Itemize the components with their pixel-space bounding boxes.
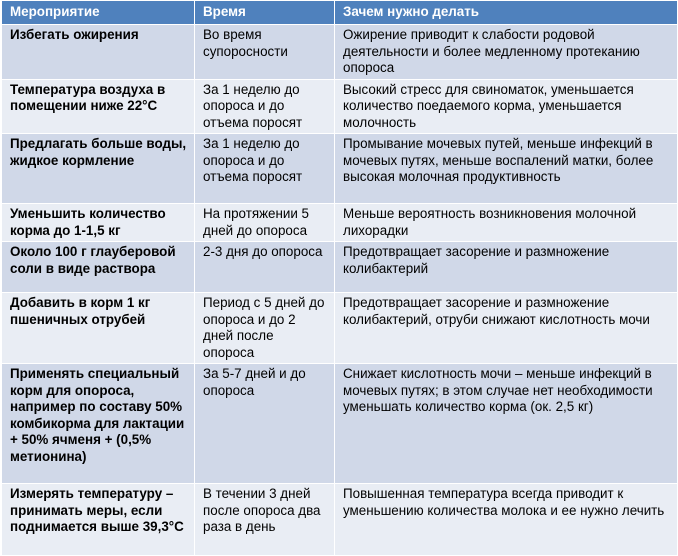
- table-row: [2, 79, 678, 134]
- header-reason: Зачем нужно делать: [335, 1, 678, 25]
- table-row: [2, 364, 678, 484]
- time-cell: Во время супоросности: [195, 25, 335, 80]
- measure-cell: Измерять температуру – принимать меры, если поднимается выше 39,3°С: [2, 484, 195, 556]
- reason-cell: Меньше вероятность возникновения молочной лихорадки: [335, 204, 678, 242]
- reason-cell: Повышенная температура всегда приводит к уменьшению количества молока и ее нужно лечить: [335, 484, 678, 556]
- reason-cell: Предотвращает засорение и размножение колибактерий: [335, 242, 678, 293]
- header-time: Время: [195, 1, 335, 25]
- measure-cell: Избегать ожирения: [2, 25, 195, 80]
- measure-cell: Температура воздуха в помещении ниже 22°С: [2, 79, 195, 134]
- measure-cell: Добавить в корм 1 кг пшеничных отрубей: [2, 293, 195, 364]
- time-cell: За 1 неделю до опороса и до отъема поросят: [195, 79, 335, 134]
- time-cell: В течении 3 дней после опороса два раза в день: [195, 484, 335, 556]
- measure-cell: Уменьшить количество корма до 1-1,5 кг: [2, 204, 195, 242]
- farrowing-measures-table: [1, 0, 678, 556]
- header-row: [2, 1, 678, 25]
- table-row: [2, 242, 678, 293]
- table-row: [2, 293, 678, 364]
- table-row: [2, 484, 678, 556]
- measure-cell: Около 100 г глауберовой соли в виде раствора: [2, 242, 195, 293]
- time-cell: Период с 5 дней до опороса и до 2 дней после опороса: [195, 293, 335, 364]
- measure-cell: Предлагать больше воды, жидкое кормление: [2, 134, 195, 204]
- table-row: [2, 134, 678, 204]
- measure-cell: Применять специальный корм для опороса, например по составу 50% комбикорма для лактации + 50% ячменя + (0,5% метионина): [2, 364, 195, 484]
- reason-cell: Снижает кислотность мочи – меньше инфекций в мочевых путях; в этом случае нет необходимости уменьшать количество корма (ок. 2,5 кг): [335, 364, 678, 484]
- time-cell: На протяжении 5 дней до опороса: [195, 204, 335, 242]
- header-measure: Мероприятие: [2, 1, 195, 25]
- time-cell: За 1 неделю до опороса и до отъема поросят: [195, 134, 335, 204]
- table-row: [2, 204, 678, 242]
- reason-cell: Предотвращает засорение и размножение колибактерий, отруби снижают кислотность мочи: [335, 293, 678, 364]
- time-cell: За 5-7 дней и до опороса: [195, 364, 335, 484]
- reason-cell: Промывание мочевых путей, меньше инфекций в мочевых путях, меньше воспалений матки, более высокая молочная продуктивность: [335, 134, 678, 204]
- time-cell: 2-3 дня до опороса: [195, 242, 335, 293]
- reason-cell: Ожирение приводит к слабости родовой деятельности и более медленному протеканию опороса: [335, 25, 678, 80]
- table-row: [2, 25, 678, 80]
- reason-cell: Высокий стресс для свиноматок, уменьшается количество поедаемого корма, уменьшается молочность: [335, 79, 678, 134]
